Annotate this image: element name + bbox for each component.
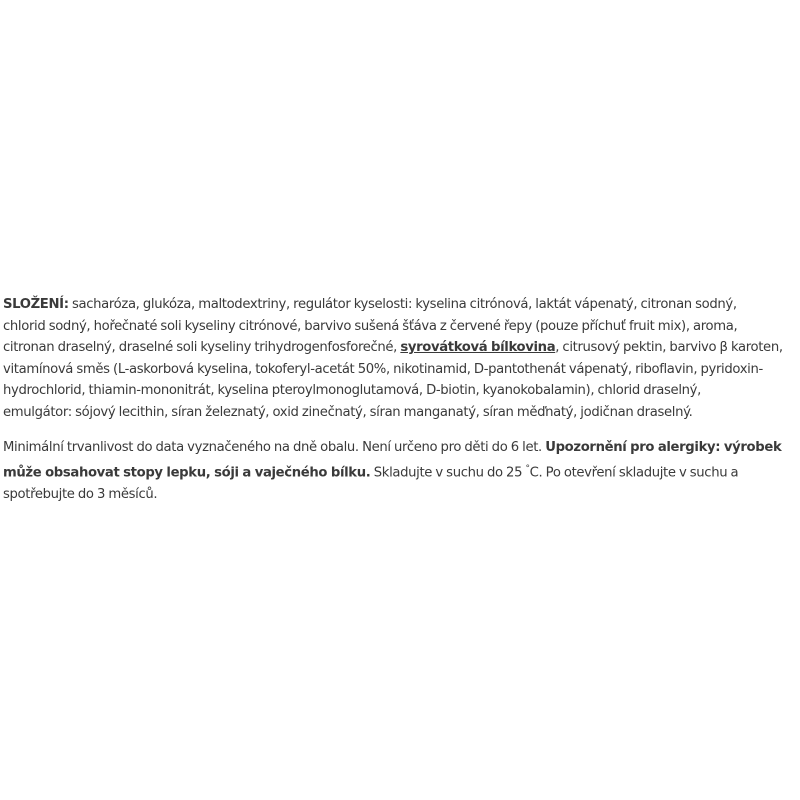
composition-text-3a: citronan draselný, draselné soli kyseliny trihydrogenfosforečné, bbox=[3, 340, 401, 356]
composition-line-6: emulgátor: sójový lecithin, síran železnatý, oxid zinečnatý, síran manganatý, síran měďnatý, jodičnan draselný. bbox=[3, 404, 693, 420]
storage-text-a: Skladujte v suchu do 25 bbox=[370, 464, 526, 480]
composition-line-1 bbox=[3, 294, 797, 316]
composition-line-2: chlorid sodný, hořečnaté soli kyseliny citrónové, barvivo sušená šťáva z červené řepy (pouze příchuť fruit mix), aroma, bbox=[3, 318, 738, 334]
composition-label: SLOŽENÍ: bbox=[3, 297, 69, 312]
allergen-whey-protein: syrovátková bílkovina bbox=[400, 340, 556, 356]
notice-paragraph bbox=[3, 437, 797, 505]
composition-line-5: hydrochlorid, thiamin-mononitrát, kyselina pteroylmonoglutamová, D-biotin, kyanokobalamin), chlorid draselný, bbox=[3, 383, 701, 399]
allergy-warning-text: může obsahovat stopy lepku, sóji a vaječného bílku. bbox=[3, 464, 371, 480]
composition-line-3 bbox=[3, 337, 797, 359]
composition-paragraph bbox=[3, 294, 797, 424]
shelf-life-text: Minimální trvanlivost do data vyznačeného na dně obalu. Není určeno pro děti do 6 let. bbox=[3, 440, 546, 455]
notice-line-1 bbox=[3, 437, 797, 459]
composition-line-4: vitamínová směs (L-askorbová kyselina, tokoferyl-acetát 50%, nikotinamid, D-pantothenát vápenatý, riboflavin, pyridoxin- bbox=[3, 361, 763, 377]
composition-text-1: sacharóza, glukóza, maltodextriny, regulátor kyselosti: kyselina citrónová, laktát vápenatý, citronan sodný, bbox=[68, 297, 737, 312]
storage-text-b: C. Po otevření skladujte v suchu a bbox=[529, 464, 739, 480]
notice-line-3: spotřebujte do 3 měsíců. bbox=[3, 486, 158, 502]
notice-line-2 bbox=[3, 459, 797, 484]
degree-sign: ° bbox=[525, 463, 530, 474]
allergy-warning-title: Upozornění pro alergiky: výrobek bbox=[545, 440, 782, 455]
composition-text-3b: , citrusový pektin, barvivo β karoten, bbox=[555, 340, 783, 356]
